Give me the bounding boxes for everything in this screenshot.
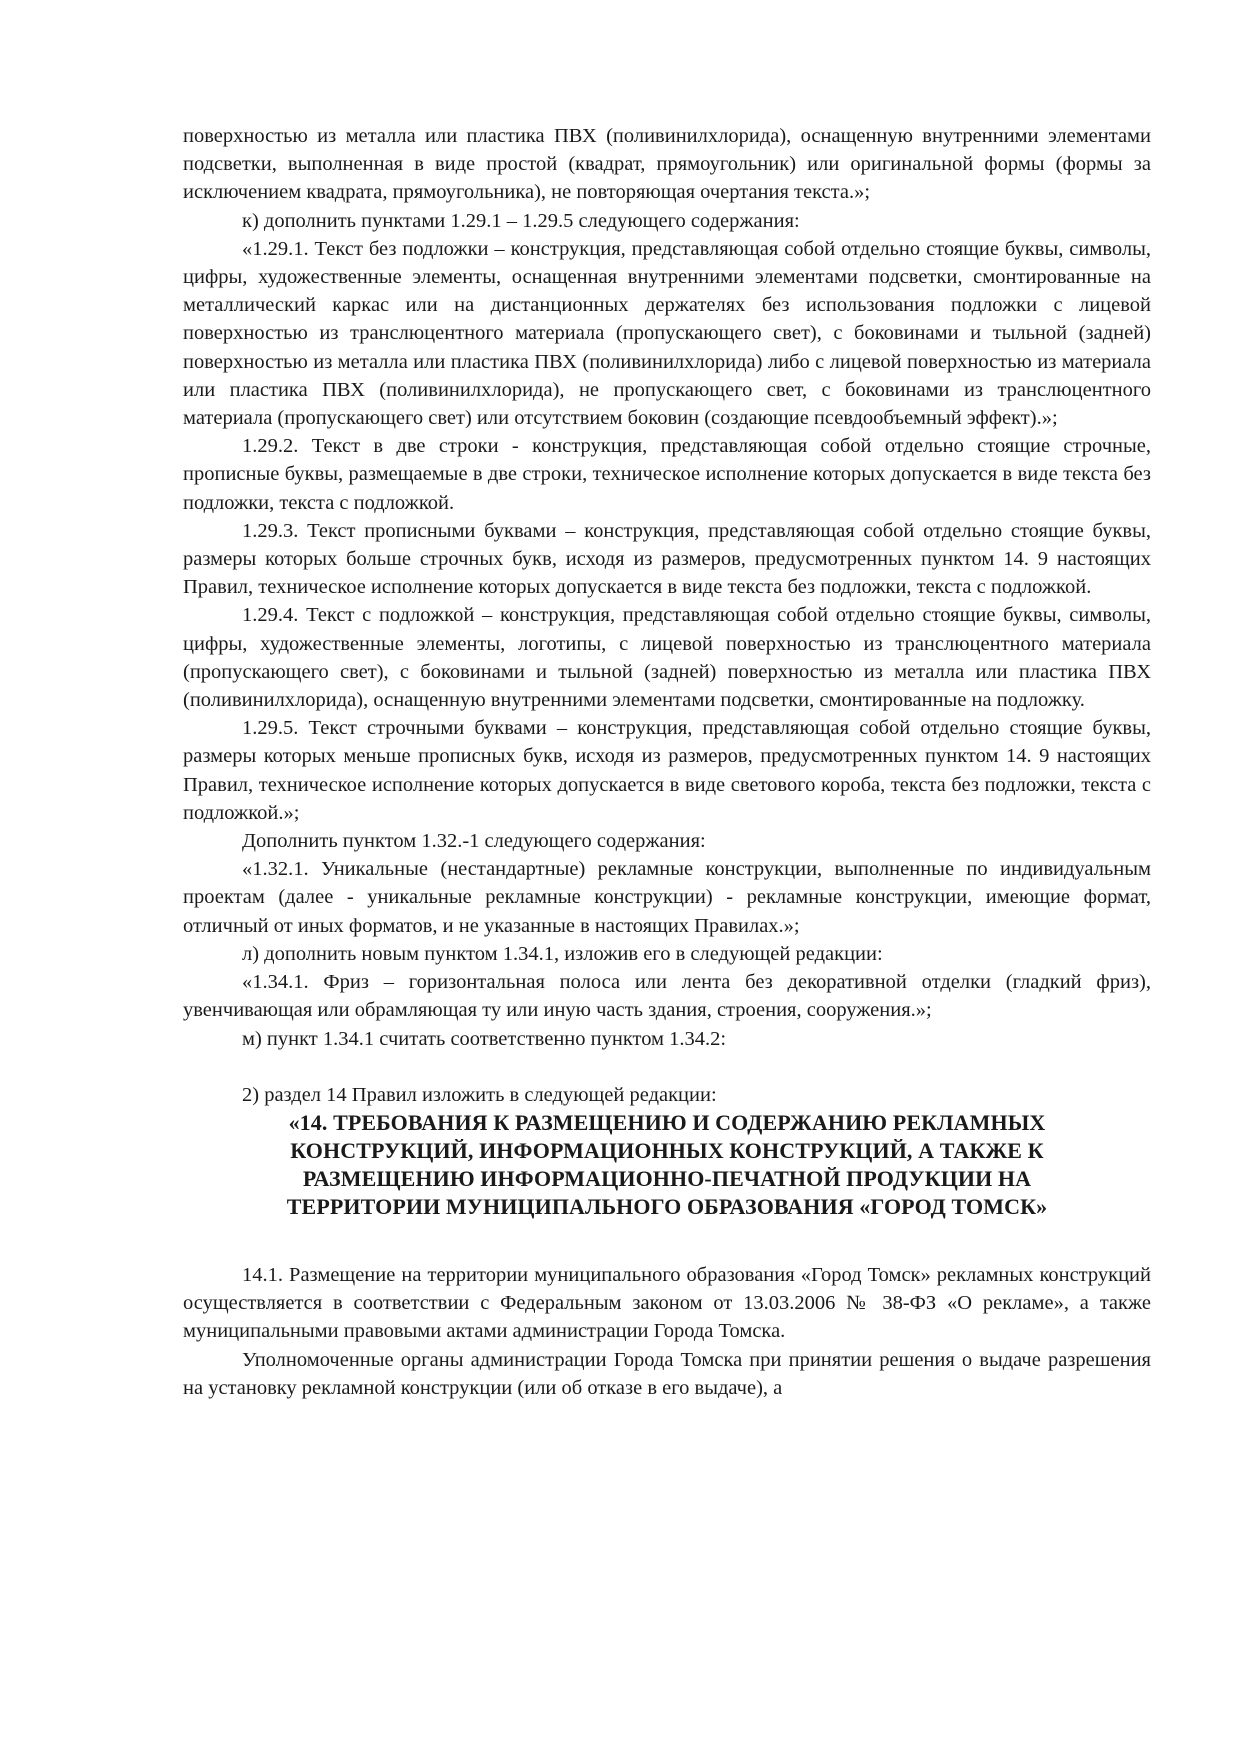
section-intro: 2) раздел 14 Правил изложить в следующей редакции: [242,1083,717,1106]
paragraph: 1.29.4. Текст с подложкой – конструкция, представляющая собой отдельно стоящие буквы, символы, цифры, художественные элементы, логотипы, с лицевой поверхностью из транслюцентного материала (пропускающего свет), с боковинами и тыльной (задней) поверхностью из металла или пластика ПВХ (поливинилхлорида), оснащенную внутренними элементами подсветки, смонтированные на подложку. [183,604,1151,712]
paragraph: 1.29.5. Текст строчными буквами – конструкция, представляющая собой отдельно стоящие буквы, размеры которых меньше прописных букв, исходя из размеров, предусмотренных пунктом 14. 9 настоящих Правил, техническое исполнение которых допускается в виде светового короба, текста без подложки, текста с подложкой.»; [183,717,1151,824]
paragraph: л) дополнить новым пунктом 1.34.1, изложив его в следующей редакции: [242,942,883,965]
paragraph: Уполномоченные органы администрации Города Томска при принятии решения о выдаче разрешения на установку рекламной конструкции (или об отказе в его выдаче), а [183,1348,1151,1399]
paragraph: «1.29.1. Текст без подложки – конструкция, представляющая собой отдельно стоящие буквы, символы, цифры, художественные элементы, оснащенная внутренними элементами подсветки, смонтированные на металлический каркас или на дистанционных держателях без использования подложки с лицевой поверхностью из транслюцентного материала (пропускающего свет), с боковинами и тыльной (задней) поверхностью из металла или пластика ПВХ (поливинилхлорида) либо с лицевой поверхностью из материала или пластика ПВХ (поливинилхлорида), не пропускающего свет, с боковинами из транслюцентного материала (пропускающего свет) или отсутствием боковин (создающие псевдообъемный эффект).»; [183,237,1151,430]
paragraph: 1.29.3. Текст прописными буквами – конструкция, представляющая собой отдельно стоящие буквы, размеры которых больше строчных букв, исходя из размеров, предусмотренных пунктом 14. 9 настоящих Правил, техническое исполнение которых допускается в виде текста без подложки, текста с подложкой. [183,519,1151,599]
document-body-bottom [183,1261,1151,1402]
paragraph: «1.32.1. Уникальные (нестандартные) рекламные конструкции, выполненные по индивидуальным проектам (далее - уникальные рекламные конструкции) - рекламные конструкции, имеющие формат, отличный от иных форматов, и не указанные в настоящих Правилах.»; [183,858,1151,937]
document-page [183,122,1151,1402]
section-heading: «14. ТРЕБОВАНИЯ К РАЗМЕЩЕНИЮ И СОДЕРЖАНИЮ РЕКЛАМНЫХ КОНСТРУКЦИЙ, ИНФОРМАЦИОННЫХ КОНСТРУКЦИЙ, А ТАКЖЕ К РАЗМЕЩЕНИЮ ИНФОРМАЦИОННО-ПЕЧАТНОЙ ПРОДУКЦИИ НА ТЕРРИТОРИИ МУНИЦИПАЛЬНОГО ОБРАЗОВАНИЯ «ГОРОД ТОМСК» [286,1109,1048,1219]
paragraph: Дополнить пунктом 1.32.-1 следующего содержания: [242,830,706,853]
paragraph: 14.1. Размещение на территории муниципального образования «Город Томск» рекламных конструкций осуществляется в соответствии с Федеральным законом от 13.03.2006 № 38-ФЗ «О рекламе», а также муниципальными правовыми актами администрации Города Томска. [183,1263,1151,1343]
paragraph: 1.29.2. Текст в две строки - конструкция, представляющая собой отдельно стоящие строчные, прописные буквы, размещаемые в две строки, техническое исполнение которых допускается в виде текста без подложки, текста с подложкой. [183,435,1151,514]
paragraph: м) пункт 1.34.1 считать соответственно пунктом 1.34.2: [242,1027,727,1050]
document-body-top [183,122,1151,1053]
paragraph: к) дополнить пунктами 1.29.1 – 1.29.5 следующего содержания: [242,209,800,232]
paragraph: поверхностью из металла или пластика ПВХ (поливинилхлорида), оснащенную внутренними элементами подсветки, выполненная в виде простой (квадрат, прямоугольник) или оригинальной формы (формы за исключением квадрата, прямоугольника), не повторяющая очертания текста.»; [183,125,1151,204]
paragraph: «1.34.1. Фриз – горизонтальная полоса или лента без декоративной отделки (гладкий фриз), увенчивающая или обрамляющая ту или иную часть здания, строения, сооружения.»; [183,971,1151,1022]
